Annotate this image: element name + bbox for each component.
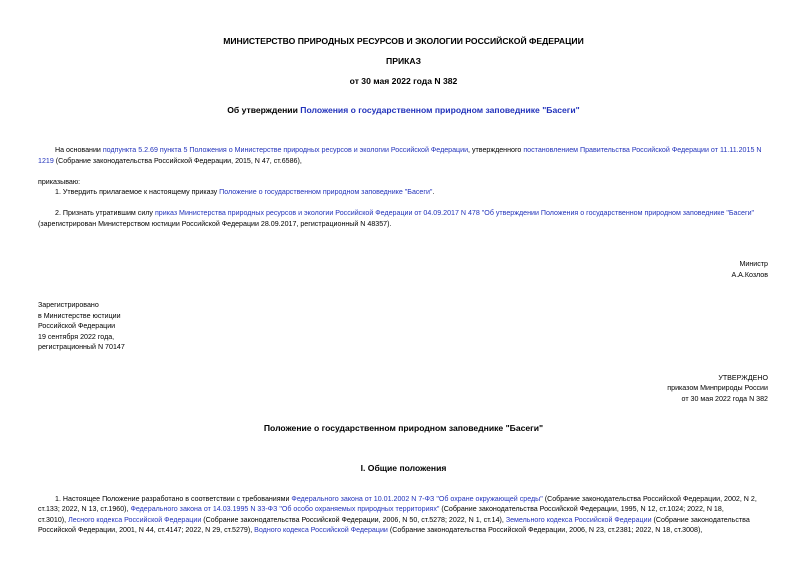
basis-link-regulation[interactable]: подпункта 5.2.69 пункта 5 Положения о Министерстве природных ресурсов и экологии Российской Федерации [102, 146, 469, 154]
basis-text-3: (Собрание законодательства Российской Федерации, 2015, N 47, ст.6586), [53, 157, 302, 165]
para1-line-3 [38, 515, 750, 525]
para1-text-2: (Собрание законодательства Российской Федерации, 2002, N 2, [542, 495, 757, 503]
para1-link-oopt-law[interactable]: Федерального закона от 14.03.1995 N 33-ФЗ "Об особо охраняемых природных территориях" [130, 505, 440, 513]
signature-name: А.А.Козлов [731, 271, 768, 279]
item-1-text: 1. Утвердить прилагаемое к настоящему приказу [55, 188, 220, 196]
item-2-line-1 [55, 208, 754, 218]
order-word: приказываю: [38, 178, 81, 186]
item-1 [55, 187, 434, 197]
para1-link-land-code[interactable]: Земельного кодекса Российской Федерации [505, 516, 652, 524]
ministry-heading: МИНИСТЕРСТВО ПРИРОДНЫХ РЕСУРСОВ И ЭКОЛОГИИ РОССИЙСКОЙ ФЕДЕРАЦИИ [223, 36, 584, 46]
para1-text-3: ст.133; 2022, N 13, ст.1960), [38, 505, 131, 513]
registration-line-1: Зарегистрировано [38, 301, 99, 309]
basis-line-1 [55, 145, 761, 155]
order-title-link[interactable]: Положения о государственном природном заповеднике "Басеги" [300, 105, 580, 115]
para1-link-env-law[interactable]: Федерального закона от 10.01.2002 N 7-ФЗ "Об охране окружающей среды" [291, 495, 543, 503]
registration-line-5: регистрационный N 70147 [38, 343, 125, 351]
basis-text-1: На основании [55, 146, 103, 154]
para1-text-8: Российской Федерации, 2001, N 44, ст.4147; 2022, N 29, ст.5279), [38, 526, 255, 534]
basis-text-2: , утвержденного [468, 146, 524, 154]
item-2-text: 2. Признать утратившим силу [55, 209, 155, 217]
para1-text-9: (Собрание законодательства Российской Федерации, 2006, N 23, ст.2381; 2022, N 18, ст.3008), [387, 526, 703, 534]
approved-line-3: от 30 мая 2022 года N 382 [681, 395, 768, 403]
approved-line-1: УТВЕРЖДЕНО [718, 374, 768, 382]
item-1-link[interactable]: Положение о государственном природном заповеднике "Басеги" [219, 188, 433, 196]
para1-text-6: (Собрание законодательства Российской Федерации, 2006, N 50, ст.5278; 2022, N 1, ст.14), [201, 516, 506, 524]
para1-line-1 [55, 494, 757, 504]
item-1-end: . [432, 188, 435, 196]
signature-position: Министр [739, 260, 768, 268]
order-date-number: от 30 мая 2022 года N 382 [349, 76, 458, 86]
registration-line-2: в Министерстве юстиции [38, 312, 121, 320]
para1-text-5: ст.3010), [38, 516, 69, 524]
item-2-link[interactable]: приказ Министерства природных ресурсов и экологии Российской Федерации от 04.09.2017 N 478 "Об утверждении Положения о государственном природном заповеднике "Басеги" [154, 209, 755, 217]
doc-type-heading: ПРИКАЗ [386, 56, 421, 66]
approved-line-2: приказом Минприроды России [667, 384, 768, 392]
para1-line-2 [38, 504, 724, 514]
para1-text-7: (Собрание законодательства [651, 516, 750, 524]
item-2-line-2: (зарегистрирован Министерством юстиции Российской Федерации 28.09.2017, регистрационный N 48357). [38, 220, 392, 228]
order-title [0, 105, 807, 115]
para1-link-water-code[interactable]: Водного кодекса Российской Федерации [254, 526, 388, 534]
para1-line-4 [38, 525, 702, 535]
order-title-prefix: Об утверждении [227, 105, 301, 115]
basis-line-2 [38, 156, 302, 166]
regulation-title: Положение о государственном природном заповеднике "Басеги" [263, 423, 544, 433]
para1-link-forest-code[interactable]: Лесного кодекса Российской Федерации [68, 516, 202, 524]
basis-link-resolution-number[interactable]: 1219 [38, 157, 54, 165]
para1-text-1: 1. Настоящее Положение разработано в соответствии с требованиями [55, 495, 292, 503]
para1-text-4: (Собрание законодательства Российской Федерации, 1995, N 12, ст.1024; 2022, N 18, [439, 505, 724, 513]
registration-line-3: Российской Федерации [38, 322, 116, 330]
registration-line-4: 19 сентября 2022 года, [38, 333, 115, 341]
basis-link-resolution[interactable]: постановлением Правительства Российской Федерации от 11.11.2015 N [523, 146, 762, 154]
section-title: I. Общие положения [360, 463, 447, 473]
